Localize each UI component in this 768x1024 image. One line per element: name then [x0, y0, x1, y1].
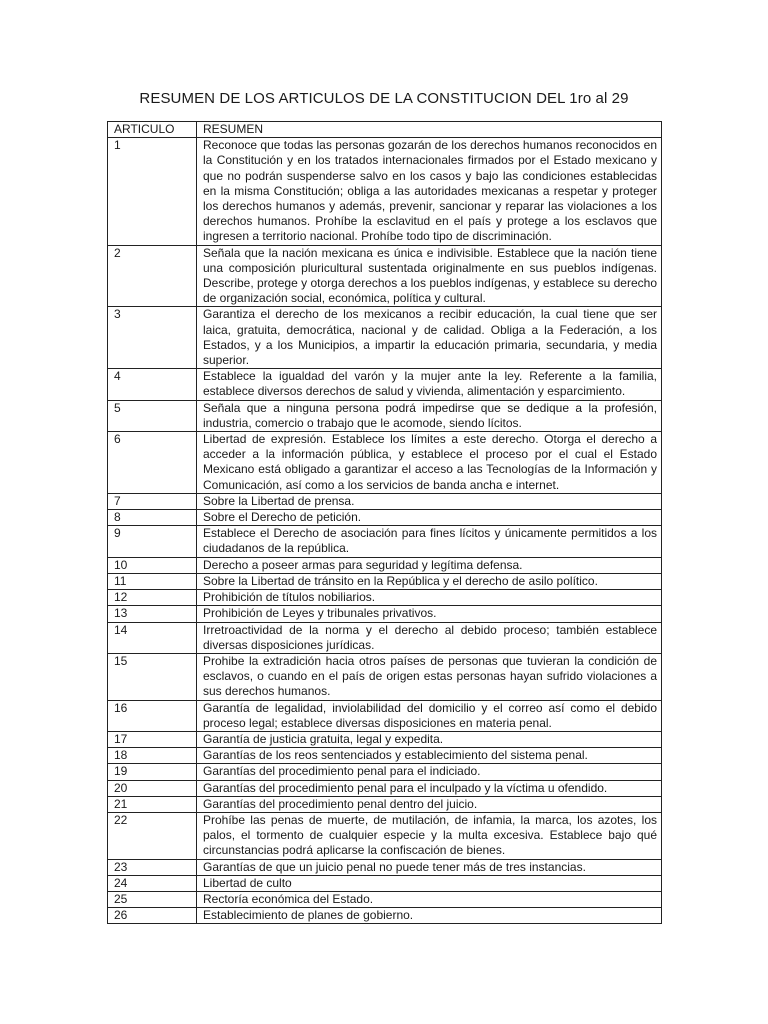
- table-row: [108, 859, 662, 875]
- article-summary-cell: Señala que a ninguna persona podrá impedirse que se dedique a la profesión, industria, comercio o trabajo que le acomode, siendo lícitos.: [197, 400, 662, 431]
- table-row: [108, 493, 662, 509]
- article-number-cell: 3: [108, 307, 197, 369]
- article-summary-cell: Prohíbe las penas de muerte, de mutilación, de infamia, la marca, los azotes, los palos, el tormento de cualquier especie y la multa excesiva. Establece bajo qué circunstancias podrá aplicarse la confiscación de bienes.: [197, 812, 662, 859]
- table-row: [108, 400, 662, 431]
- article-number-cell: 20: [108, 780, 197, 796]
- article-summary-cell: Rectoría económica del Estado.: [197, 891, 662, 907]
- table-row: [108, 510, 662, 526]
- articles-summary-table: [107, 121, 662, 924]
- article-number-cell: 21: [108, 796, 197, 812]
- table-row: [108, 606, 662, 622]
- article-summary-cell: Libertad de expresión. Establece los límites a este derecho. Otorga el derecho a acceder a la información pública, y establece el proceso por el cual el Estado Mexicano está obligado a garantizar el acceso a las Tecnologías de la Información y Comunicación, así como a los servicios de banda ancha e internet.: [197, 432, 662, 494]
- table-row: [108, 764, 662, 780]
- article-summary-cell: Sobre el Derecho de petición.: [197, 510, 662, 526]
- table-row: [108, 891, 662, 907]
- article-number-cell: 7: [108, 493, 197, 509]
- article-number-cell: 12: [108, 590, 197, 606]
- article-number-cell: 18: [108, 748, 197, 764]
- article-number-cell: 16: [108, 700, 197, 731]
- article-summary-cell: Garantías del procedimiento penal dentro del juicio.: [197, 796, 662, 812]
- article-number-cell: 15: [108, 653, 197, 700]
- article-summary-cell: Irretroactividad de la norma y el derecho al debido proceso; también establece diversas disposiciones jurídicas.: [197, 622, 662, 653]
- article-number-cell: 22: [108, 812, 197, 859]
- table-row: [108, 700, 662, 731]
- article-summary-cell: Garantías del procedimiento penal para el indiciado.: [197, 764, 662, 780]
- article-summary-cell: Garantiza el derecho de los mexicanos a recibir educación, la cual tiene que ser laica, gratuita, democrática, nacional y de calidad. Obliga a la Federación, a los Estados, y a los Municipios, a impartir la educación primaria, secundaria, y media superior.: [197, 307, 662, 369]
- header-resumen: RESUMEN: [197, 122, 662, 138]
- article-summary-cell: Reconoce que todas las personas gozarán de los derechos humanos reconocidos en la Constitución y en los tratados internacionales firmados por el Estado mexicano y que no podrán suspenderse salvo en los casos y bajo las condiciones establecidas en la misma Constitución; obliga a las autoridades mexicanas a respetar y proteger los derechos humanos y además, prevenir, sancionar y reparar las violaciones a los derechos humanos. Prohíbe la esclavitud en el país y protege a los esclavos que ingresen a territorio nacional. Prohíbe todo tipo de discriminación.: [197, 138, 662, 245]
- table-row: [108, 731, 662, 747]
- article-number-cell: 24: [108, 875, 197, 891]
- article-summary-cell: Garantía de justicia gratuita, legal y expedita.: [197, 731, 662, 747]
- page-title: RESUMEN DE LOS ARTICULOS DE LA CONSTITUCION DEL 1ro al 29: [139, 90, 629, 107]
- article-number-cell: 23: [108, 859, 197, 875]
- table-row: [108, 748, 662, 764]
- article-summary-cell: Establece la igualdad del varón y la mujer ante la ley. Referente a la familia, establece diversos derechos de salud y vivienda, alimentación y esparcimiento.: [197, 369, 662, 400]
- article-number-cell: 2: [108, 245, 197, 307]
- article-summary-cell: Derecho a poseer armas para seguridad y legítima defensa.: [197, 557, 662, 573]
- table-row: [108, 796, 662, 812]
- table-row: [108, 557, 662, 573]
- table-row: [108, 590, 662, 606]
- article-summary-cell: Señala que la nación mexicana es única e indivisible. Establece que la nación tiene una composición pluricultural sustentada originalmente en sus pueblos indígenas. Describe, protege y otorga derechos a los pueblos indígenas, y establece su derecho de organización social, económica, política y cultural.: [197, 245, 662, 307]
- table-body: [108, 138, 662, 924]
- table-row: [108, 432, 662, 494]
- article-number-cell: 17: [108, 731, 197, 747]
- article-summary-cell: Prohibición de títulos nobiliarios.: [197, 590, 662, 606]
- article-number-cell: 9: [108, 526, 197, 557]
- table-row: [108, 526, 662, 557]
- table-row: [108, 908, 662, 924]
- table-row: [108, 780, 662, 796]
- article-summary-cell: Garantías del procedimiento penal para el inculpado y la víctima u ofendido.: [197, 780, 662, 796]
- article-summary-cell: Garantías de que un juicio penal no puede tener más de tres instancias.: [197, 859, 662, 875]
- article-number-cell: 10: [108, 557, 197, 573]
- article-number-cell: 14: [108, 622, 197, 653]
- article-number-cell: 19: [108, 764, 197, 780]
- table-row: [108, 622, 662, 653]
- header-articulo: ARTICULO: [108, 122, 197, 138]
- table-row: [108, 245, 662, 307]
- article-summary-cell: Garantía de legalidad, inviolabilidad del domicilio y el correo así como el debido proceso legal; establece diversas disposiciones en materia penal.: [197, 700, 662, 731]
- article-number-cell: 11: [108, 573, 197, 589]
- table-row: [108, 573, 662, 589]
- table-row: [108, 812, 662, 859]
- table-header-row: [108, 122, 662, 138]
- article-summary-cell: Garantías de los reos sentenciados y establecimiento del sistema penal.: [197, 748, 662, 764]
- table-row: [108, 875, 662, 891]
- article-number-cell: 1: [108, 138, 197, 245]
- table-row: [108, 369, 662, 400]
- table-row: [108, 653, 662, 700]
- article-summary-cell: Sobre la Libertad de prensa.: [197, 493, 662, 509]
- article-number-cell: 13: [108, 606, 197, 622]
- article-number-cell: 4: [108, 369, 197, 400]
- table-row: [108, 138, 662, 245]
- article-summary-cell: Establece el Derecho de asociación para fines lícitos y únicamente permitidos a los ciudadanos de la república.: [197, 526, 662, 557]
- article-number-cell: 25: [108, 891, 197, 907]
- table-row: [108, 307, 662, 369]
- article-number-cell: 6: [108, 432, 197, 494]
- article-summary-cell: Sobre la Libertad de tránsito en la República y el derecho de asilo político.: [197, 573, 662, 589]
- article-number-cell: 5: [108, 400, 197, 431]
- article-summary-cell: Prohibe la extradición hacia otros países de personas que tuvieran la condición de esclavos, o cuando en el país de origen estas personas hayan sufrido violaciones a sus derechos humanos.: [197, 653, 662, 700]
- article-summary-cell: Establecimiento de planes de gobierno.: [197, 908, 662, 924]
- article-summary-cell: Prohibición de Leyes y tribunales privativos.: [197, 606, 662, 622]
- article-number-cell: 26: [108, 908, 197, 924]
- article-summary-cell: Libertad de culto: [197, 875, 662, 891]
- article-number-cell: 8: [108, 510, 197, 526]
